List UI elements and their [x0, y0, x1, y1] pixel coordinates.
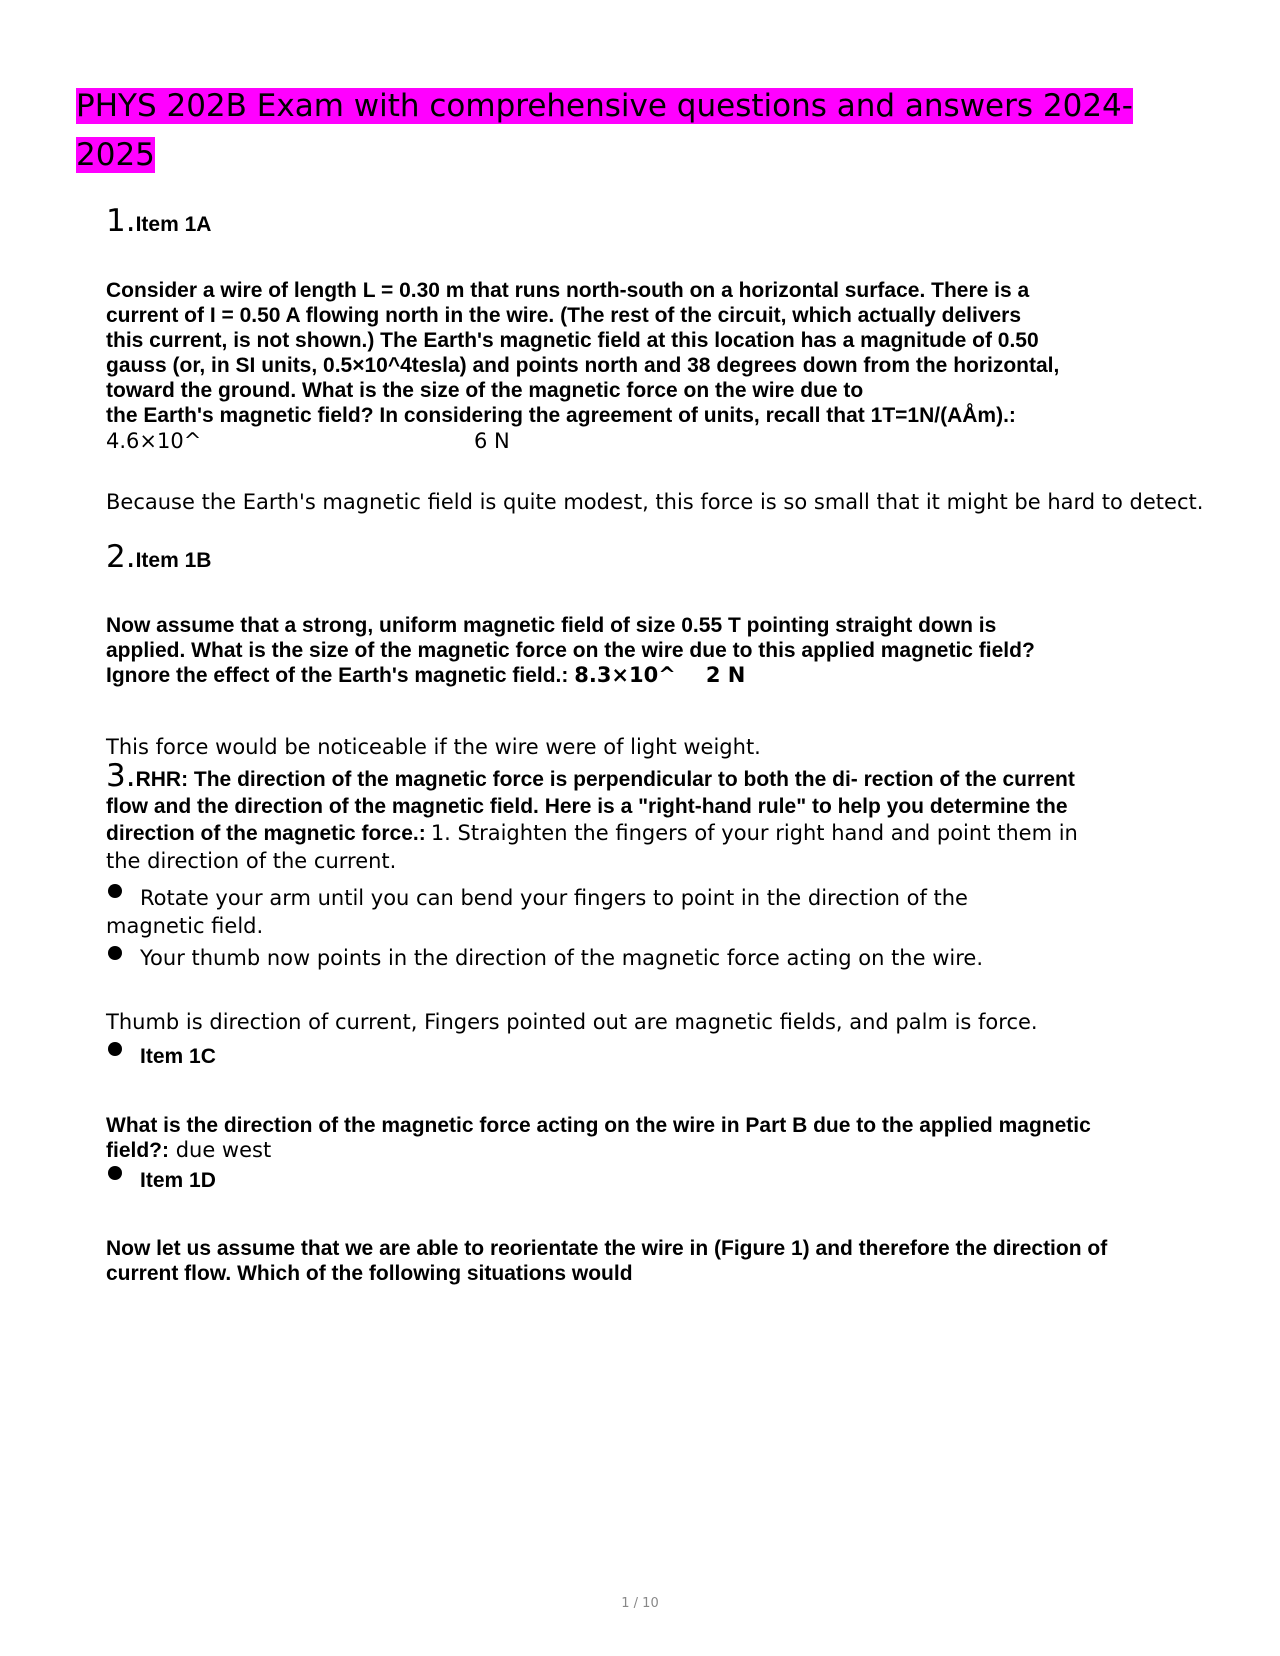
- answer-2-part-a: 8.3×10^: [574, 663, 676, 687]
- question-3-text: [106, 758, 1216, 874]
- question-line: applied. What is the size of the magnetic force on the wire due to this applied magnetic field?: [106, 639, 1035, 662]
- question-line: current of I = 0.50 A flowing north in the wire. (The rest of the circuit, which actually delivers: [106, 304, 1022, 327]
- question-line: direction of the magnetic force.:: [106, 822, 426, 845]
- bullet-icon: [108, 1166, 122, 1180]
- question-line: What is the direction of the magnetic force acting on the wire in Part B due to the applied magnetic: [106, 1114, 1091, 1137]
- bullet-text: Rotate your arm until you can bend your fingers to point in the direction of the: [140, 886, 968, 910]
- answer-3-note: Thumb is direction of current, Fingers pointed out are magnetic fields, and palm is force.: [106, 1010, 1038, 1034]
- document-title: [76, 82, 1206, 180]
- question-number: 1.: [106, 203, 136, 239]
- page-number: 1 / 10: [621, 1596, 659, 1611]
- item-label: Item 1D: [140, 1169, 216, 1192]
- question-2-header: [106, 539, 211, 575]
- question-line: field?:: [106, 1139, 169, 1162]
- answer-text: the direction of the current.: [106, 849, 397, 873]
- question-5-text: [106, 1236, 1216, 1286]
- question-line: current flow. Which of the following situations would: [106, 1262, 633, 1285]
- question-line: RHR: The direction of the magnetic force is perpendicular to both the di- rection of the current: [135, 768, 1075, 791]
- bullet-icon: [108, 1042, 122, 1056]
- question-2-text: [106, 613, 1216, 688]
- bullet-item: [106, 884, 1216, 940]
- question-line: the Earth's magnetic field? In considering the agreement of units, recall that 1T=1N/(AÅm).:: [106, 404, 1016, 427]
- item-label: Item 1B: [135, 549, 212, 572]
- question-1-text: [106, 278, 1216, 428]
- answer-1-part-b: 6 N: [474, 429, 510, 453]
- question-line: Ignore the effect of the Earth's magnetic field.:: [106, 664, 569, 687]
- answer-text: 1. Straighten the fingers of your right hand and point them in: [430, 821, 1078, 845]
- item-label: Item 1A: [135, 213, 212, 236]
- question-line: Now assume that a strong, uniform magnetic field of size 0.55 T pointing straight down is: [106, 614, 997, 637]
- question-line: Consider a wire of length L = 0.30 m that runs north-south on a horizontal surface. There is a: [106, 279, 1030, 302]
- question-number: 2.: [106, 539, 136, 575]
- question-4-text: [106, 1113, 1216, 1163]
- bullet-text: Your thumb now points in the direction of the magnetic force acting on the wire.: [140, 946, 983, 970]
- answer-1-note: Because the Earth's magnetic field is quite modest, this force is so small that it might be hard to detect.: [106, 490, 1204, 514]
- question-1-header: [106, 203, 211, 239]
- answer-2-note: This force would be noticeable if the wire were of light weight.: [106, 735, 761, 759]
- question-line: this current, is not shown.) The Earth's magnetic field at this location has a magnitude of 0.50: [106, 329, 1039, 352]
- question-line: Now let us assume that we are able to reorientate the wire in (Figure 1) and therefore the direction of: [106, 1237, 1108, 1260]
- answer-text: due west: [175, 1138, 272, 1162]
- item-label: Item 1C: [140, 1045, 216, 1068]
- document-title-text: PHYS 202B Exam with comprehensive questions and answers 2024-2025: [76, 88, 1133, 173]
- answer-2-part-b: 2 N: [705, 663, 746, 687]
- question-line: flow and the direction of the magnetic field. Here is a "right-hand rule" to help you determine the: [106, 795, 1068, 818]
- question-line: toward the ground. What is the size of the magnetic force on the wire due to: [106, 379, 864, 402]
- question-line: gauss (or, in SI units, 0.5×10^4tesla) and points north and 38 degrees down from the horizontal,: [106, 354, 1060, 377]
- question-number: 3.: [106, 758, 136, 794]
- bullet-icon: [108, 946, 122, 960]
- bullet-text: magnetic field.: [106, 914, 264, 938]
- answer-1-part-a: 4.6×10^: [106, 429, 202, 453]
